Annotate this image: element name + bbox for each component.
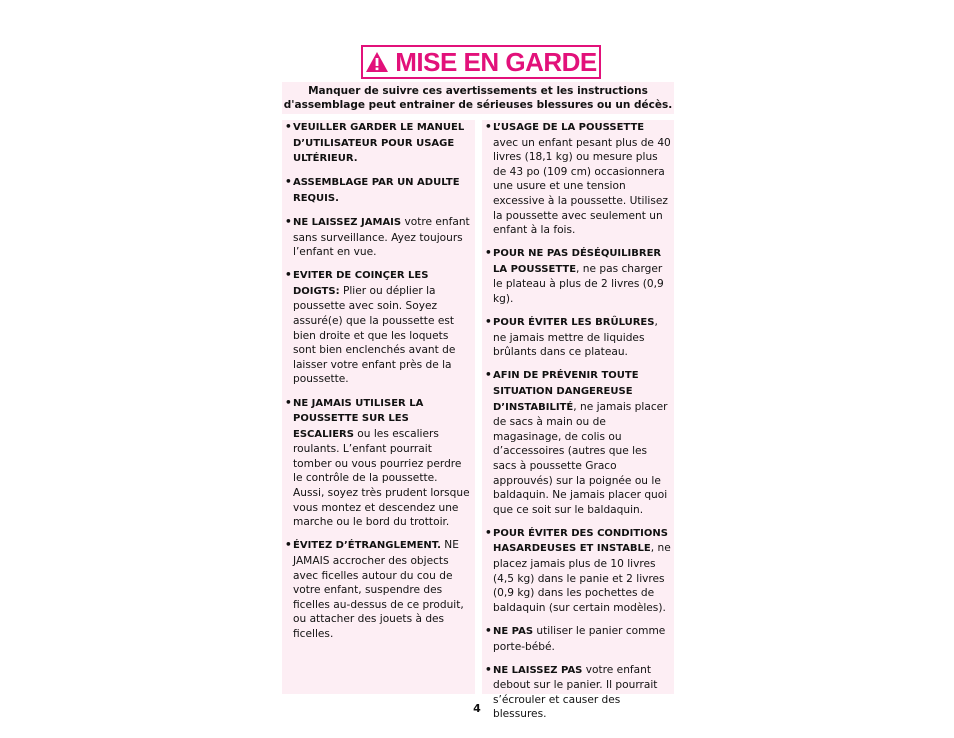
warning-item: • POUR ÉVITER LES BRÛLURES, ne jamais mettre de liquides brûlants dans ce plateau.	[485, 315, 671, 360]
warning-item: • VEUILLER GARDER LE MANUEL D’UTILISATEUR POUR USAGE ULTÉRIEUR.	[285, 120, 472, 167]
warning-item: • ASSEMBLAGE PAR UN ADULTE REQUIS.	[285, 175, 472, 206]
warning-item: • NE JAMAIS UTILISER LA POUSSETTE SUR LES ESCALIERS ou les escaliers roulants. L’enfant pourrait tomber ou vous pourriez perdre le contrôle de la poussette. Aussi, soyez très prudent lorsque vous montez et descendez une marche ou le bord du trottoir.	[285, 396, 472, 530]
warning-item: • POUR NE PAS DÉSÉQUILIBRER LA POUSSETTE, ne pas charger le plateau à plus de 2 livres (0,9 kg).	[485, 246, 671, 306]
warning-item: • NE LAISSEZ JAMAIS votre enfant sans surveillance. Ayez toujours l’enfant en vue.	[285, 215, 472, 260]
warning-item: • ÉVITEZ D’ÉTRANGLEMENT. NE JAMAIS accrocher des objects avec ficelles autour du cou de votre enfant, suspendre des ficelles au-dessus de ce produit, ou attacher des jouets à des ficelles.	[285, 538, 472, 641]
right-warning-column	[482, 120, 674, 721]
warning-item: • EVITER DE COINÇER LES DOIGTS: Plier ou déplier la poussette avec soin. Soyez assuré(e) que la poussette est bien droite et que les loquets sont bien enclenchés avant de laisser votre enfant près de la poussette.	[285, 268, 472, 387]
warning-item: • NE PAS utiliser le panier comme porte-bébé.	[485, 624, 671, 654]
warning-triangle-icon	[365, 51, 389, 73]
intro-line-1: Manquer de suivre ces avertissements et les instructions	[308, 85, 648, 97]
page-title: MISE EN GARDE	[395, 47, 597, 77]
warning-item: • L’USAGE DE LA POUSSETTE avec un enfant pesant plus de 40 livres (18,1 kg) ou mesure plus de 43 po (109 cm) occasionnera une usure et une tension excessive à la poussette. Utilisez la poussette avec seulement un enfant à la fois.	[485, 120, 671, 238]
warning-title-box	[361, 45, 601, 79]
page-number: 4	[473, 702, 481, 715]
warning-item: • NE LAISSEZ PAS votre enfant debout sur le panier. Il pourrait s’écrouler et causer des blessures.	[485, 663, 671, 722]
warning-item: • POUR ÉVITER DES CONDITIONS HASARDEUSES ET INSTABLE, ne placez jamais plus de 10 livres (4,5 kg) dans le panie et 2 livres (0,9 kg) dans les pochettes de baldaquin (sur certain modèles).	[485, 526, 671, 616]
intro-line-2: d'assemblage peut entrainer de sérieuses blessures ou un décès.	[283, 99, 673, 111]
intro-warning	[282, 82, 674, 114]
left-warning-column	[282, 120, 475, 694]
warning-item: • AFIN DE PRÉVENIR TOUTE SITUATION DANGEREUSE D’INSTABILITÉ, ne jamais placer de sacs à main ou de magasinage, de colis ou d’accessoires (autres que les sacs à poussette Graco approuvés) sur la poignée ou le baldaquin. Ne jamais placer quoi que ce soit sur le baldaquin.	[485, 368, 671, 517]
